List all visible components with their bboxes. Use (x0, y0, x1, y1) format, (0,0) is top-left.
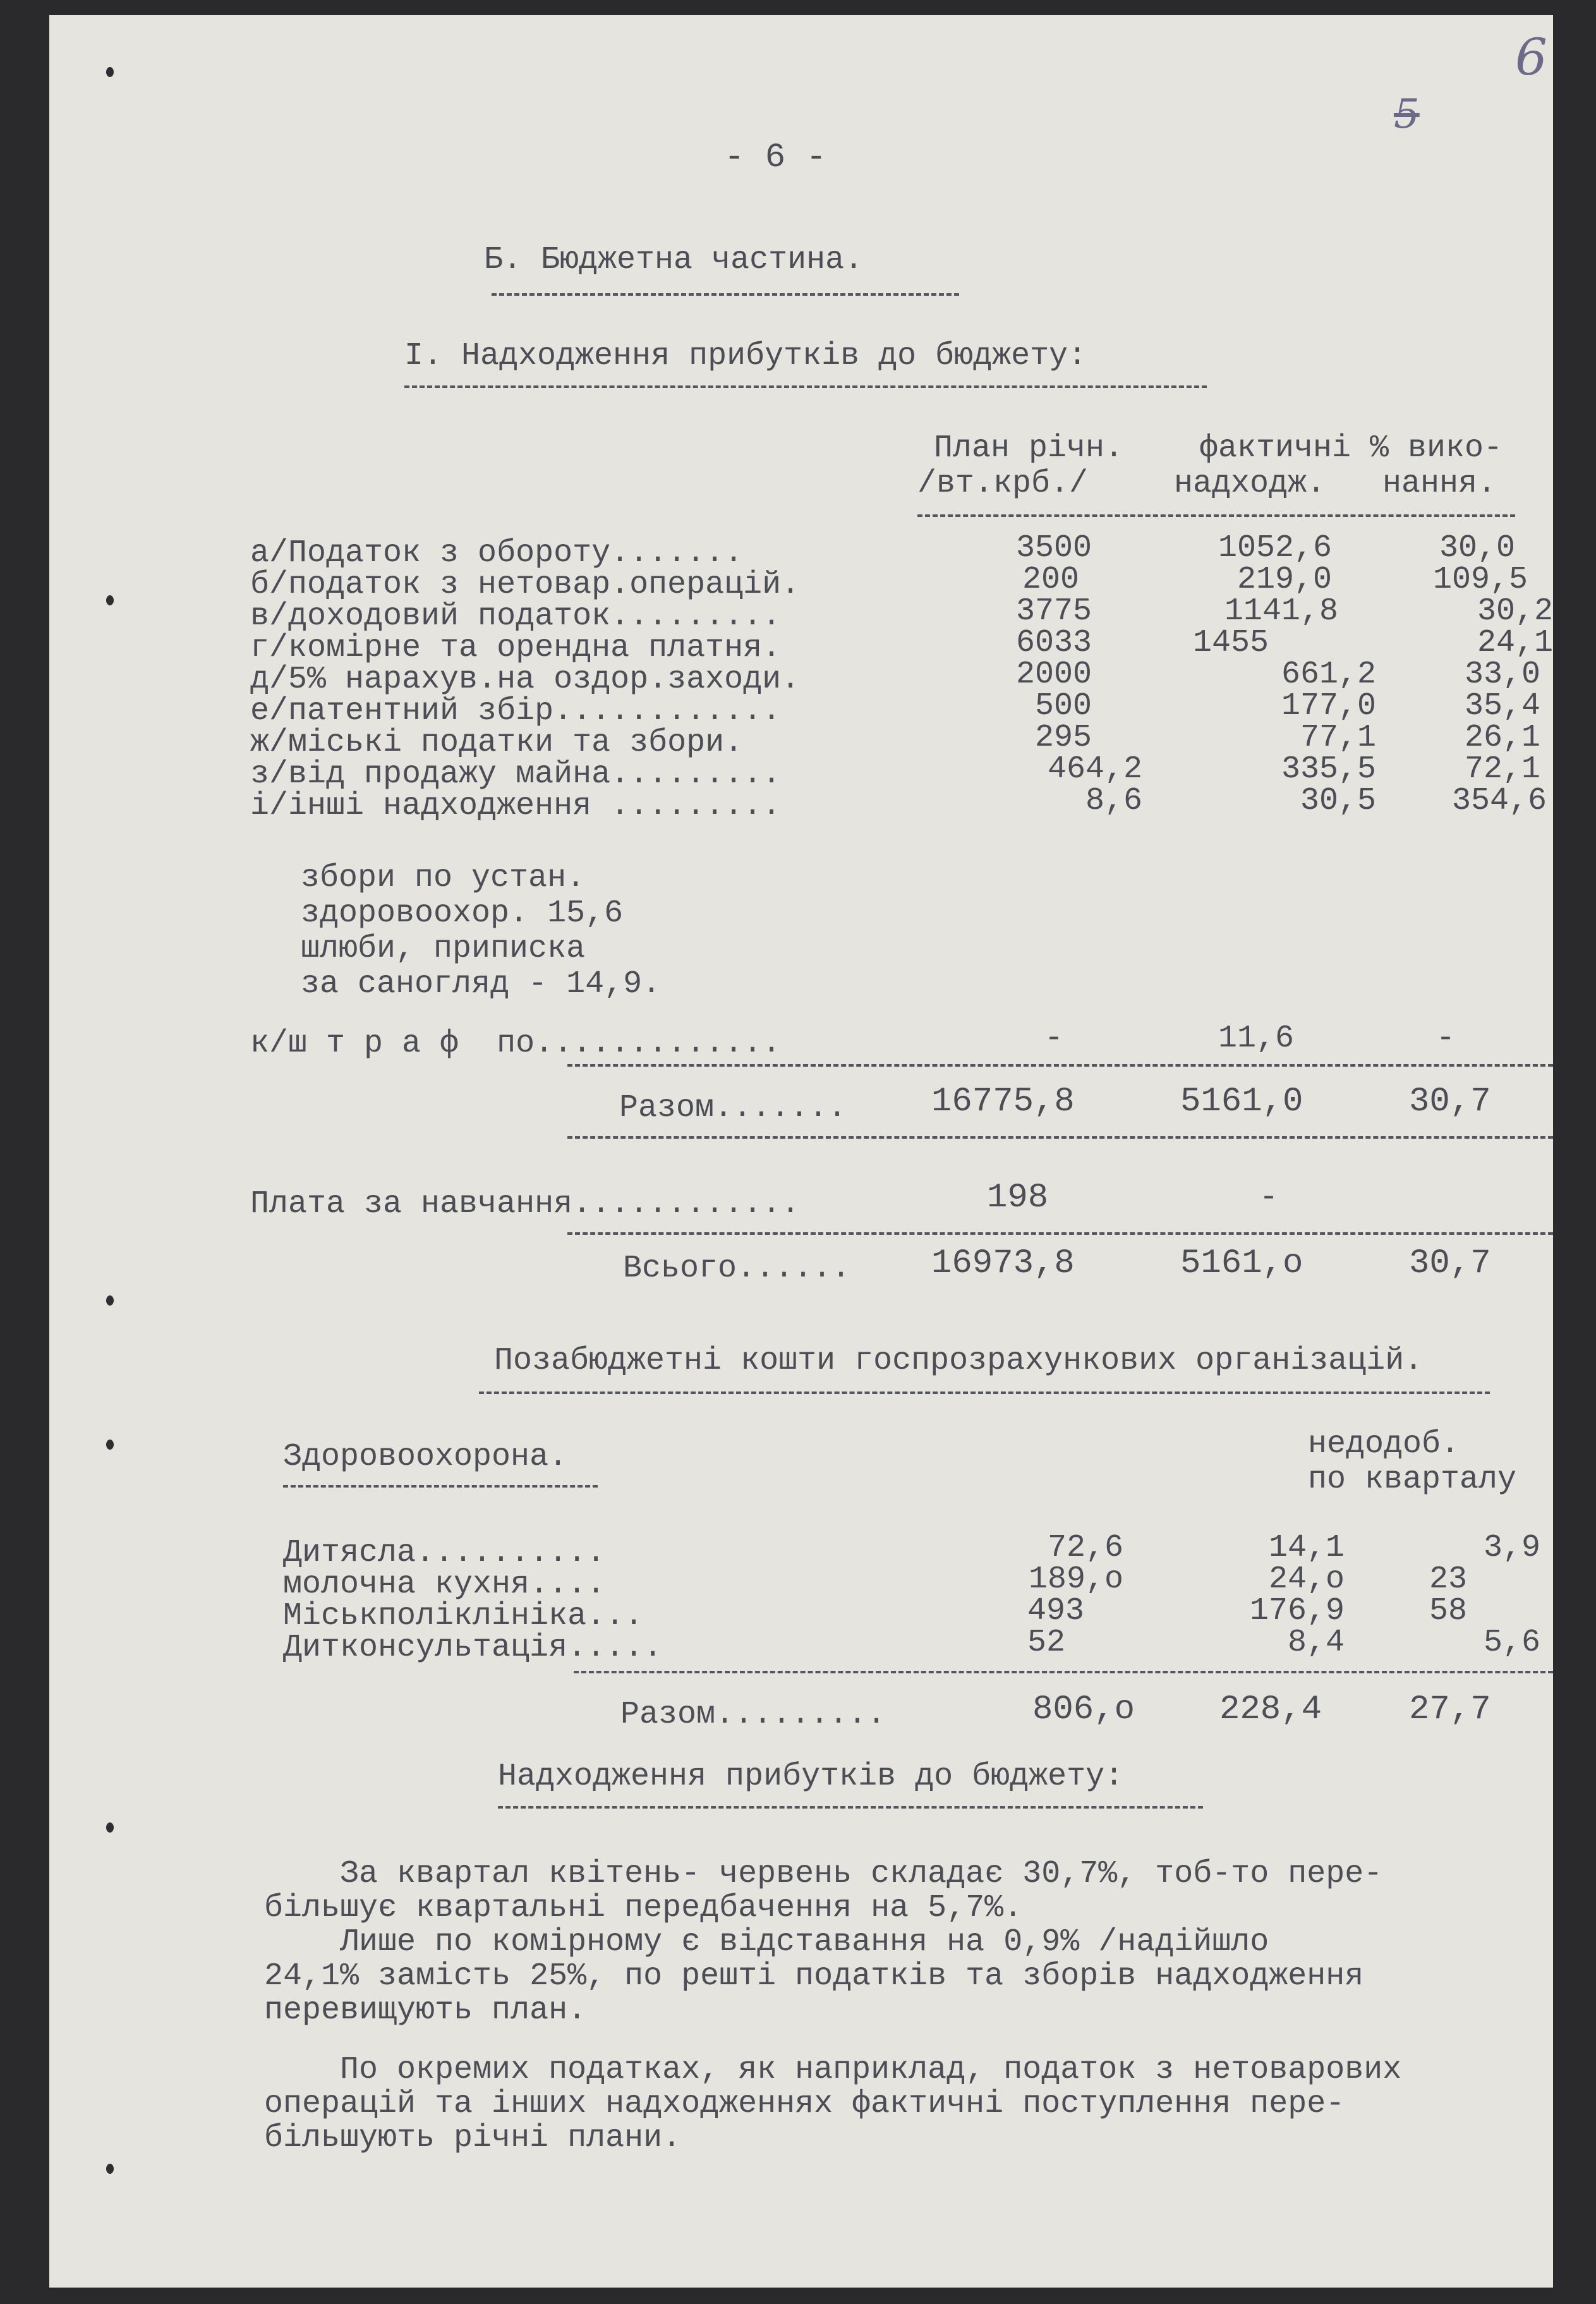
row-label: г/комірне та орендна платня. (250, 630, 782, 666)
row-label: Всього...... (623, 1251, 851, 1287)
row-plan: 3500 (1015, 530, 1092, 566)
row-label: д/5% нарахув.на оздор.заходи. (250, 662, 801, 698)
row-label: в/доходовий податок......... (250, 598, 782, 634)
header-plan: /вт.крб./ (917, 466, 1089, 502)
row-label: Разом....... (619, 1090, 847, 1126)
row-percent: - (1436, 1021, 1455, 1057)
punch-hole (106, 1295, 114, 1306)
divider (479, 1391, 1490, 1394)
row-actual: 77,1 (1300, 720, 1376, 756)
divider (492, 293, 959, 296)
header-plan: План річн. (934, 430, 1124, 466)
row-shortfall: 58 (1429, 1593, 1468, 1629)
shortfall-header: по кварталу (1308, 1462, 1517, 1498)
row-label: Дитконсультація..... (283, 1630, 663, 1666)
row-label: е/патентний збір............ (250, 693, 782, 729)
paragraph-line: перевищують план. (264, 1992, 587, 2028)
divider (567, 1232, 1553, 1235)
row-shortfall: 27,7 (1409, 1690, 1491, 1729)
row-label: з/від продажу майна......... (250, 756, 782, 792)
row-plan: 16775,8 (931, 1082, 1075, 1121)
row-actual: 177,0 (1281, 688, 1376, 724)
row-plan: 52 (1027, 1625, 1066, 1661)
punch-hole (106, 1822, 114, 1833)
row-percent: 33,0 (1464, 657, 1540, 693)
row-label: Плата за навчання............ (250, 1186, 801, 1222)
divider (404, 385, 1207, 388)
folio-number: 6 (1515, 28, 1547, 87)
row-actual: 219,0 (1236, 562, 1332, 598)
row-percent: 72,1 (1464, 751, 1540, 787)
row-percent: 30,2 (1477, 593, 1553, 629)
note-line: збори по устан. (301, 860, 586, 896)
row-label: б/податок з нетовар.операцій. (250, 567, 801, 603)
row-actual: 176,9 (1249, 1593, 1345, 1629)
row-plan: 2000 (1015, 657, 1092, 693)
row-percent: 354,6 (1451, 783, 1547, 819)
row-percent: 30,0 (1439, 530, 1515, 566)
divider (574, 1671, 1553, 1673)
row-actual: 24,о (1268, 1561, 1345, 1598)
row-label: а/Податок з обороту....... (250, 535, 744, 571)
row-plan: 16973,8 (931, 1244, 1075, 1283)
row-shortfall: 5,6 (1483, 1625, 1540, 1661)
row-actual: 8,4 (1287, 1625, 1345, 1661)
subsection-title: I. Надходження прибутків до бюджету: (404, 338, 1087, 374)
row-label: к/ш т р а ф по............. (250, 1026, 782, 1062)
health-heading: Здоровоохорона. (283, 1439, 568, 1475)
row-actual: 5161,0 (1180, 1082, 1303, 1121)
row-actual: 335,5 (1281, 751, 1376, 787)
offbudget-title: Позабюджетні кошти госпрозрахункових організацій. (494, 1343, 1424, 1379)
paragraph-line: більшують річні плани. (264, 2120, 682, 2156)
divider (567, 1136, 1553, 1139)
header-actual: фактичні (1199, 430, 1351, 466)
row-percent: 109,5 (1432, 562, 1528, 598)
row-actual: 228,4 (1219, 1690, 1322, 1729)
row-plan: 464,2 (1047, 751, 1142, 787)
row-percent: 30,7 (1409, 1082, 1491, 1121)
row-label: і/інші надходження ......... (250, 788, 782, 824)
row-actual: 30,5 (1300, 783, 1376, 819)
row-plan: 72,6 (1047, 1530, 1123, 1566)
row-actual: 14,1 (1268, 1530, 1345, 1566)
note-line: здоровоохор. 15,6 (301, 895, 624, 931)
row-plan: 200 (1022, 562, 1079, 598)
punch-hole (106, 2164, 114, 2174)
row-plan: 500 (1034, 688, 1092, 724)
row-label: Дитясла.......... (283, 1535, 606, 1571)
paragraph-line: 24,1% замість 25%, по решті податків та зборів надходження (264, 1958, 1364, 1994)
row-percent: 24,1 (1477, 625, 1553, 661)
punch-hole (106, 67, 114, 77)
row-plan: 493 (1027, 1593, 1085, 1629)
row-plan: 189,о (1028, 1561, 1123, 1598)
row-percent: 26,1 (1464, 720, 1540, 756)
row-actual: 1455 (1193, 625, 1269, 661)
row-percent: 35,4 (1464, 688, 1540, 724)
row-actual: 5161,о (1180, 1244, 1303, 1283)
row-label: молочна кухня.... (283, 1567, 606, 1603)
header-percent: нання. (1382, 466, 1497, 502)
row-actual: - (1259, 1180, 1278, 1216)
row-label: ж/міські податки та збори. (250, 725, 744, 761)
row-plan: - (1044, 1021, 1063, 1057)
row-actual: 11,6 (1218, 1021, 1295, 1057)
divider (498, 1806, 1203, 1809)
row-actual: 661,2 (1281, 657, 1376, 693)
divider (283, 1485, 598, 1488)
section-title: Б. Бюджетна частина. (484, 242, 864, 278)
punch-hole (106, 1440, 114, 1450)
divider (567, 1064, 1553, 1067)
row-plan: 295 (1034, 720, 1092, 756)
row-label: Разом......... (620, 1697, 886, 1733)
paragraph-line: За квартал квітень- червень складає 30,7%, тоб-то пере- (264, 1856, 1383, 1892)
row-plan: 198 (987, 1179, 1049, 1217)
page-number: - 6 - (724, 138, 827, 177)
note-line: за саногляд - 14,9. (301, 966, 662, 1002)
shortfall-header: недодоб. (1308, 1426, 1460, 1462)
row-shortfall: 23 (1429, 1561, 1468, 1598)
paragraph-line: Лише по комірному є відставання на 0,9% /надійшло (264, 1924, 1269, 1960)
divider (917, 514, 1515, 517)
paragraph-line: операцій та інших надходженнях фактичні поступлення пере- (264, 2086, 1345, 2122)
old-folio-number: 5 (1394, 91, 1420, 138)
row-plan: 6033 (1015, 625, 1092, 661)
row-shortfall: 3,9 (1483, 1530, 1540, 1566)
note-line: шлюби, приписка (301, 931, 586, 967)
paragraph-line: По окремих податках, як наприклад, податок з нетоварових (264, 2052, 1402, 2088)
document-page (49, 15, 1553, 2288)
row-plan: 806,о (1032, 1690, 1135, 1729)
row-label: Міськполіклініка... (283, 1598, 644, 1634)
row-plan: 3775 (1015, 593, 1092, 629)
header-actual: надходж. (1174, 466, 1326, 502)
row-percent: 30,7 (1409, 1244, 1491, 1283)
row-actual: 1141,8 (1224, 593, 1338, 629)
header-percent: % вико- (1370, 430, 1503, 466)
summary-title: Надходження прибутків до бюджету: (498, 1759, 1124, 1795)
row-plan: 8,6 (1085, 783, 1142, 819)
punch-hole (106, 595, 114, 605)
row-actual: 1052,6 (1218, 530, 1332, 566)
paragraph-line: більшує квартальні передбачення на 5,7%. (264, 1890, 1023, 1926)
